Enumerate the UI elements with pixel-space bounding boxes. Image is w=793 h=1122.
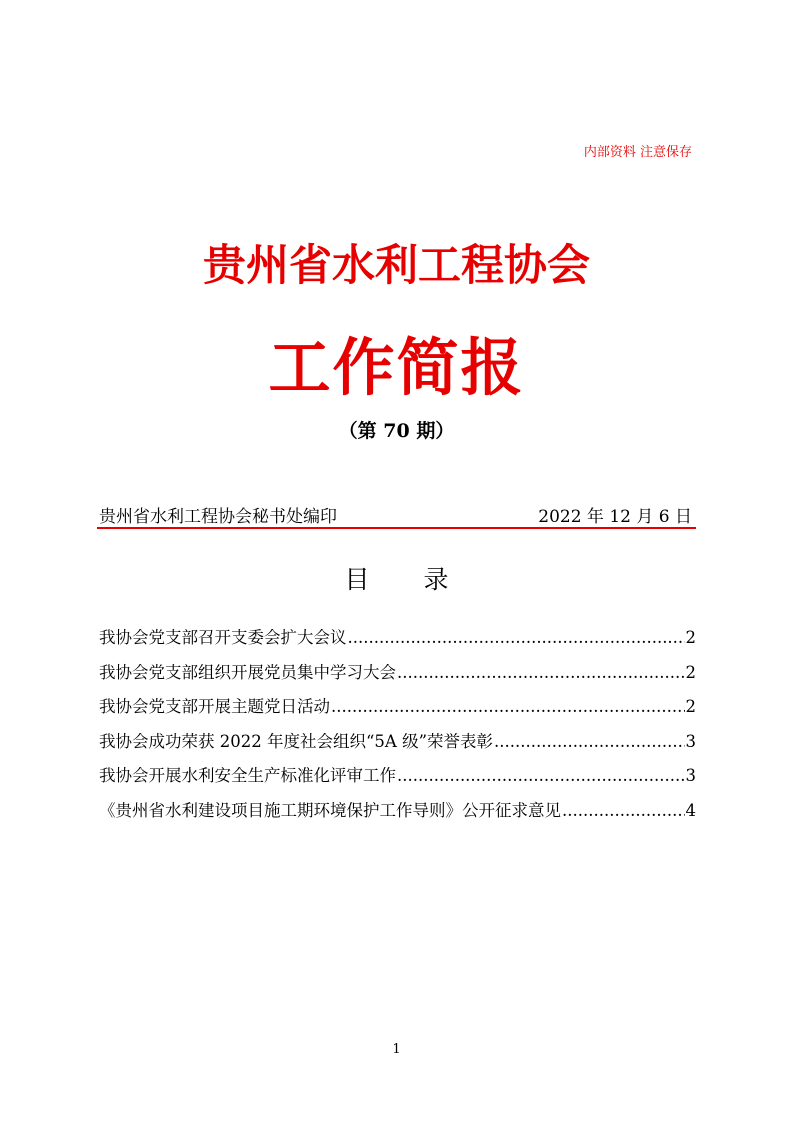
toc-dot-leader bbox=[397, 766, 685, 785]
toc-dot-leader bbox=[348, 628, 685, 647]
publish-date: 2022 年 12 月 6 日 bbox=[538, 507, 692, 527]
toc-entry-title: 我协会开展水利安全生产标准化评审工作 bbox=[99, 766, 396, 786]
toc-entry-page: 3 bbox=[685, 766, 696, 786]
toc-dot-leader bbox=[562, 801, 685, 820]
page-number: 1 bbox=[392, 1042, 401, 1057]
toc-entry[interactable] bbox=[99, 762, 696, 797]
publication-title: 工作简报 bbox=[268, 331, 525, 404]
toc-entry[interactable] bbox=[99, 693, 696, 728]
toc-entry[interactable] bbox=[99, 624, 696, 659]
toc-entry-page: 2 bbox=[685, 697, 696, 717]
organization-title: 贵州省水利工程协会 bbox=[203, 241, 590, 291]
toc-entry-title: 我协会党支部开展主题党日活动 bbox=[99, 697, 330, 717]
editor-line: 贵州省水利工程协会秘书处编印 bbox=[99, 507, 337, 527]
toc-dot-leader bbox=[397, 663, 685, 682]
confidential-label: 内部资料 注意保存 bbox=[583, 145, 692, 160]
toc-entry-title: 我协会党支部组织开展党员集中学习大会 bbox=[99, 662, 396, 682]
toc-entry-title: 《贵州省水利建设项目施工期环境保护工作导则》公开征求意见 bbox=[99, 800, 561, 820]
toc-entry-page: 2 bbox=[685, 662, 696, 682]
toc-entry-page: 2 bbox=[685, 628, 696, 647]
issue-number: （第 70 期） bbox=[338, 420, 455, 442]
toc-entry-title: 我协会成功荣获 2022 年度社会组织“5A 级”荣誉表彰 bbox=[99, 731, 494, 751]
toc-dot-leader bbox=[494, 732, 684, 751]
toc-entry[interactable] bbox=[99, 797, 696, 832]
toc-entry-page: 3 bbox=[685, 731, 696, 751]
toc-heading-char: 目 bbox=[344, 565, 370, 594]
toc-entry-title: 我协会党支部召开支委会扩大会议 bbox=[99, 628, 347, 647]
toc-entry-page: 4 bbox=[685, 800, 696, 820]
red-divider bbox=[97, 527, 696, 529]
table-of-contents bbox=[99, 624, 696, 832]
toc-entry[interactable] bbox=[99, 728, 696, 763]
toc-heading-char: 录 bbox=[423, 565, 449, 594]
toc-dot-leader bbox=[331, 697, 685, 716]
toc-entry[interactable] bbox=[99, 659, 696, 694]
toc-heading bbox=[0, 560, 793, 596]
